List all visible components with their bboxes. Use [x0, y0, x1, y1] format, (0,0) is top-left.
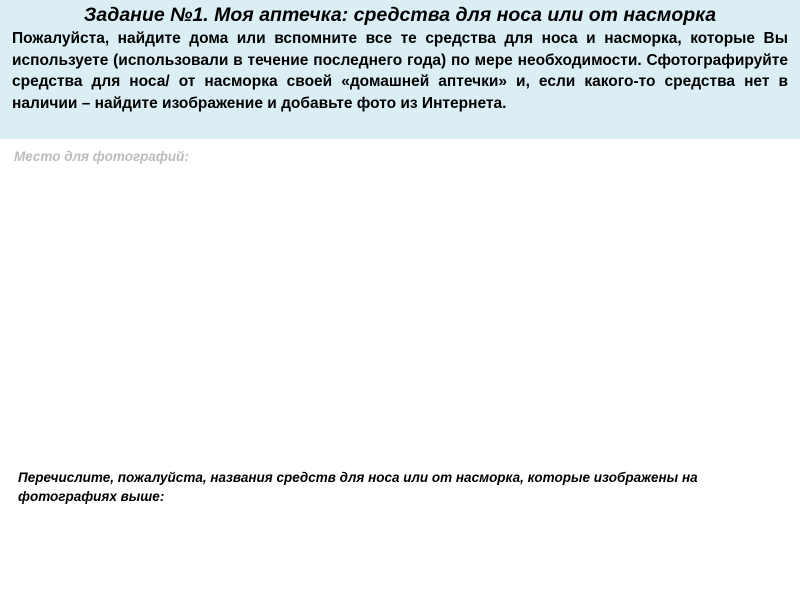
- task-header: [0, 0, 800, 139]
- task-title: Задание №1. Моя аптечка: средства для носа или от насморка: [83, 4, 717, 26]
- task-instructions: Пожалуйста, найдите дома или вспомните все те средства для носа и насморка, которые Вы используете (использовали в течение последнего года) по мере необходимости. Сфотографируйте средства для носа/ от насморка своей «домашней аптечки» и, если какого-то средства нет в наличии – найдите изображение и добавьте фото из Интернета.: [12, 30, 788, 112]
- photo-placeholder-area: [0, 139, 800, 459]
- photo-area-label: Место для фотографий:: [14, 149, 189, 164]
- list-prompt: Перечислите, пожалуйста, названия средств для носа или от насморка, которые изображены на фотографиях выше:: [18, 470, 698, 504]
